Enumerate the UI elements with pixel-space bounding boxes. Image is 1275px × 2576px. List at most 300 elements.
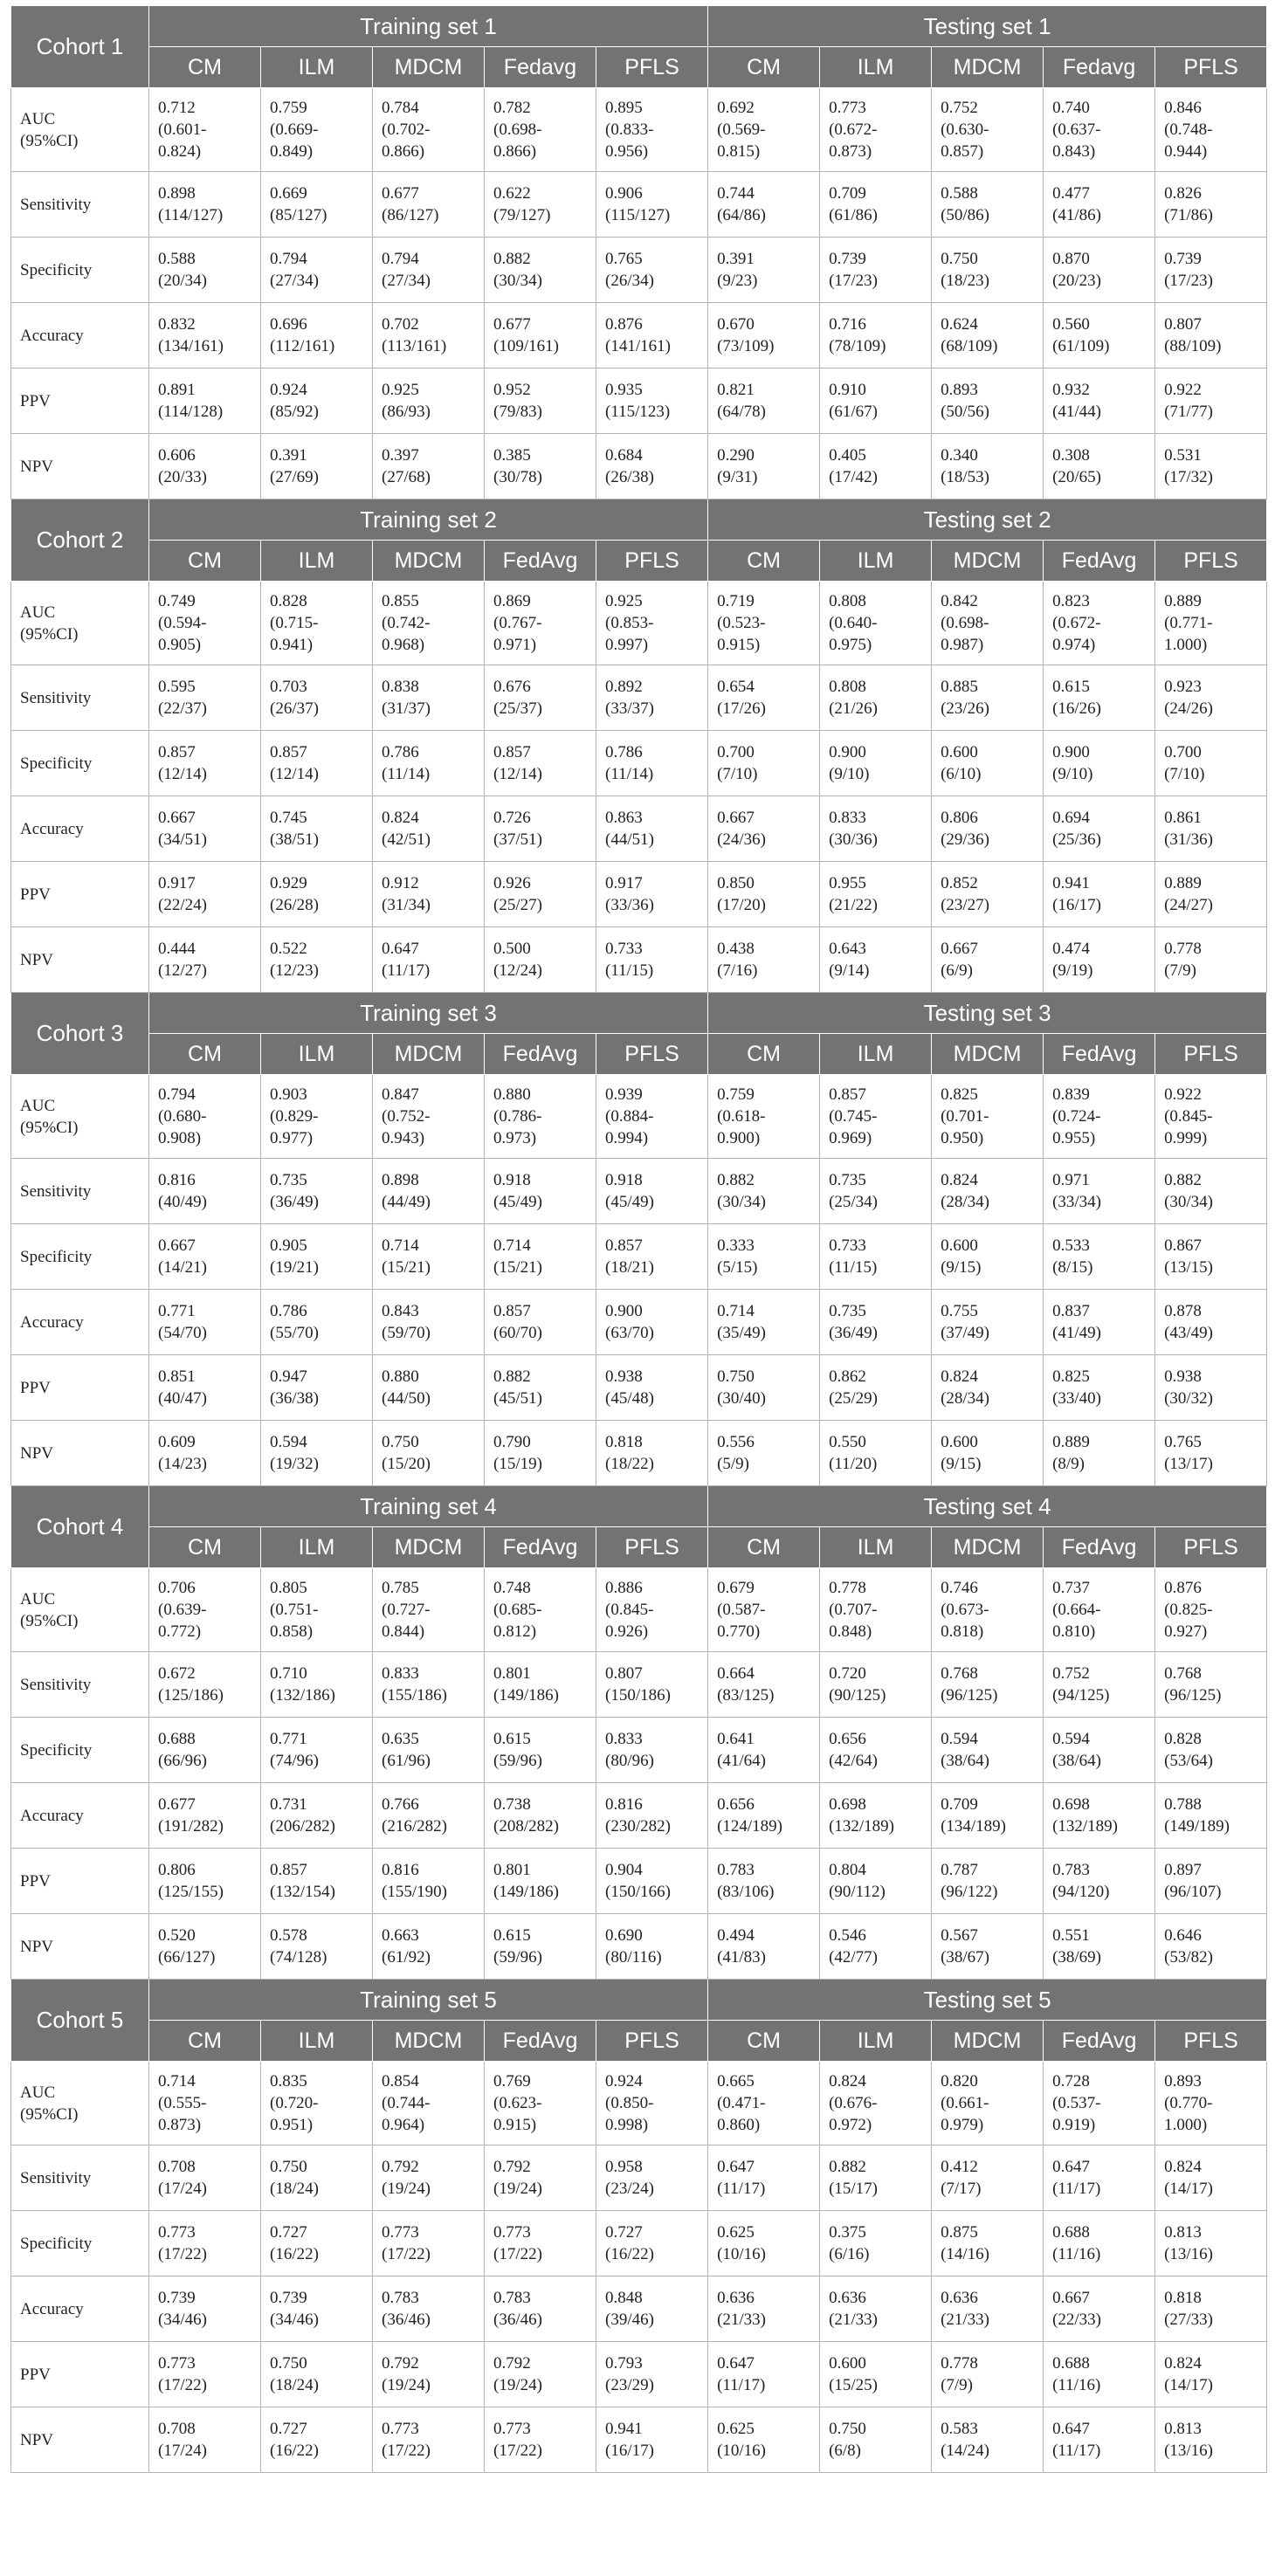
value-line: (0.771- — [1164, 614, 1213, 632]
testing-metric-value — [1044, 1421, 1155, 1486]
value-line: 0.778 — [1164, 940, 1202, 958]
testing-metric-value — [932, 1718, 1044, 1783]
value-line: (125/186) — [158, 1686, 224, 1705]
value-line: 0.908) — [158, 1129, 202, 1147]
value-line: 0.615 — [493, 1926, 531, 1945]
training-metric-value — [261, 1290, 373, 1355]
testing-metric-value — [1155, 1568, 1267, 1652]
value-line: 0.397 — [382, 446, 419, 465]
value-line: (80/96) — [605, 1752, 654, 1770]
value-line: 0.956) — [605, 142, 649, 161]
value-line: (34/46) — [270, 2311, 319, 2329]
metric-label-line: (95%CI) — [20, 1118, 79, 1137]
cohort-header-row — [11, 993, 1267, 1034]
training-metric-value — [596, 1355, 708, 1421]
value-line: 0.737 — [1052, 1579, 1090, 1597]
testing-metric-value — [1155, 2276, 1267, 2342]
metric-label-line: NPV — [20, 2430, 54, 2449]
value-line: 0.998) — [605, 2116, 649, 2134]
value-line: 0.766 — [382, 1795, 419, 1814]
value-line: 0.873) — [829, 142, 872, 161]
training-metric-value — [485, 1849, 596, 1914]
value-line: (0.720- — [270, 2094, 319, 2112]
value-line: 0.669 — [270, 184, 307, 203]
metric-label — [11, 238, 149, 303]
value-line: (23/26) — [941, 699, 989, 718]
value-line: (0.537- — [1052, 2094, 1101, 2112]
value-line: 0.647 — [1052, 2420, 1090, 2438]
training-metric-value — [261, 1224, 373, 1290]
value-line: 0.882 — [717, 1171, 755, 1189]
value-line: (7/9) — [1164, 961, 1196, 980]
training-metric-value — [596, 2276, 708, 2342]
value-line: (132/189) — [1052, 1817, 1118, 1836]
training-metric-value — [149, 1421, 261, 1486]
testing-metric-value — [708, 303, 820, 368]
testing-metric-value — [1155, 434, 1267, 499]
training-metric-value — [373, 927, 485, 993]
metric-label-line: Accuracy — [20, 819, 84, 838]
testing-metric-value — [1155, 1290, 1267, 1355]
value-line: 0.739 — [270, 2289, 307, 2307]
value-line: (17/22) — [382, 2442, 431, 2460]
training-metric-value — [261, 2062, 373, 2146]
value-line: 0.708 — [158, 2420, 196, 2438]
testing-metric-value — [932, 862, 1044, 927]
testing-model-header: Fedavg — [1044, 47, 1155, 88]
value-line: (13/16) — [1164, 2245, 1213, 2263]
value-line: 0.739 — [829, 250, 866, 268]
value-line: 0.905 — [270, 1236, 307, 1255]
testing-model-header: MDCM — [932, 541, 1044, 582]
value-line: (0.680- — [158, 1107, 207, 1126]
value-line: 0.667 — [158, 1236, 196, 1255]
training-metric-value — [149, 2342, 261, 2407]
value-line: (11/15) — [605, 961, 654, 980]
metric-label-line: Accuracy — [20, 2299, 84, 2318]
value-line: (18/24) — [270, 2180, 319, 2198]
value-line: (20/34) — [158, 272, 207, 290]
training-metric-value — [373, 434, 485, 499]
value-line: 0.709 — [829, 184, 866, 203]
value-line: (8/9) — [1052, 1455, 1085, 1473]
training-metric-value — [373, 2342, 485, 2407]
value-line: 0.667 — [717, 809, 755, 827]
value-line: (30/32) — [1164, 1389, 1213, 1408]
metric-label-line: NPV — [20, 457, 54, 476]
results-table — [10, 5, 1267, 2473]
training-metric-value — [261, 1159, 373, 1224]
testing-metric-value — [1044, 238, 1155, 303]
testing-metric-value — [708, 665, 820, 731]
value-line: (7/17) — [941, 2180, 982, 2198]
value-line: (26/28) — [270, 896, 319, 914]
metric-label-line: PPV — [20, 1871, 51, 1891]
value-line: (0.707- — [829, 1601, 878, 1619]
metric-label — [11, 1421, 149, 1486]
cohort-header-row — [11, 499, 1267, 541]
value-line: 0.876 — [605, 315, 643, 334]
testing-metric-value — [932, 2146, 1044, 2211]
training-metric-value — [596, 665, 708, 731]
metric-label-line: (95%CI) — [20, 131, 79, 150]
training-metric-value — [596, 368, 708, 434]
training-metric-value — [149, 434, 261, 499]
value-line: (124/189) — [717, 1817, 782, 1836]
value-line: 0.971) — [493, 636, 537, 654]
value-line: 0.971 — [1052, 1171, 1090, 1189]
value-line: 0.676 — [493, 678, 531, 696]
value-line: (30/34) — [1164, 1193, 1213, 1211]
value-line: (0.884- — [605, 1107, 654, 1126]
value-line: 0.904 — [605, 1861, 643, 1879]
value-line: 0.857 — [158, 743, 196, 761]
value-line: 0.820 — [941, 2072, 978, 2090]
value-line: (12/24) — [493, 961, 542, 980]
testing-model-header: MDCM — [932, 2021, 1044, 2062]
testing-metric-value — [820, 238, 932, 303]
metric-row-auc — [11, 2062, 1267, 2146]
value-line: (59/96) — [493, 1752, 542, 1770]
training-metric-value — [149, 1914, 261, 1980]
training-metric-value — [261, 1718, 373, 1783]
value-line: 0.806 — [941, 809, 978, 827]
value-line: 0.857 — [493, 743, 531, 761]
value-line: (33/36) — [605, 896, 654, 914]
value-line: 0.688 — [158, 1730, 196, 1748]
training-model-header: ILM — [261, 47, 373, 88]
testing-metric-value — [820, 2146, 932, 2211]
training-metric-value — [596, 862, 708, 927]
training-metric-value — [373, 88, 485, 172]
value-line: 0.750 — [941, 250, 978, 268]
metric-row-accuracy — [11, 2276, 1267, 2342]
metric-row-accuracy — [11, 1290, 1267, 1355]
value-line: (11/17) — [1052, 2180, 1101, 2198]
value-line: (17/23) — [1164, 272, 1213, 290]
value-line: (10/16) — [717, 2442, 766, 2460]
value-line: 0.810) — [1052, 1622, 1096, 1641]
value-line: (37/49) — [941, 1324, 989, 1342]
training-metric-value — [596, 1914, 708, 1980]
metric-row-ppv — [11, 368, 1267, 434]
training-metric-value — [596, 2342, 708, 2407]
value-line: (12/14) — [158, 765, 207, 783]
testing-metric-value — [1044, 1355, 1155, 1421]
value-line: 0.972) — [829, 2116, 872, 2134]
testing-metric-value — [1155, 2146, 1267, 2211]
metric-row-ppv — [11, 1849, 1267, 1914]
metric-row-accuracy — [11, 303, 1267, 368]
value-line: (29/36) — [941, 830, 989, 849]
metric-label-line: PPV — [20, 391, 51, 410]
testing-metric-value — [708, 238, 820, 303]
value-line: 0.647 — [717, 2158, 755, 2176]
value-line: (17/23) — [829, 272, 878, 290]
training-metric-value — [261, 88, 373, 172]
testing-model-header: CM — [708, 1034, 820, 1075]
value-line: 0.893 — [1164, 2072, 1202, 2090]
value-line: (6/16) — [829, 2245, 870, 2263]
value-line: 0.333 — [717, 1236, 755, 1255]
training-metric-value — [596, 1075, 708, 1159]
training-metric-value — [596, 2146, 708, 2211]
value-line: 0.813 — [1164, 2223, 1202, 2242]
training-metric-value — [485, 1914, 596, 1980]
testing-metric-value — [932, 1652, 1044, 1718]
value-line: (30/78) — [493, 468, 542, 486]
testing-metric-value — [820, 1290, 932, 1355]
value-line: 0.815) — [717, 142, 761, 161]
value-line: 0.910 — [829, 381, 866, 399]
metric-label-line: AUC — [20, 109, 56, 128]
metric-row-accuracy — [11, 796, 1267, 862]
value-line: 0.912 — [382, 874, 419, 892]
value-line: 0.905) — [158, 636, 202, 654]
metric-label — [11, 1355, 149, 1421]
training-metric-value — [373, 1159, 485, 1224]
training-metric-value — [149, 88, 261, 172]
value-line: (41/86) — [1052, 206, 1101, 224]
value-line: (149/186) — [493, 1883, 559, 1901]
value-line: 0.947 — [270, 1367, 307, 1386]
value-line: (17/24) — [158, 2442, 207, 2460]
value-line: (115/123) — [605, 403, 671, 421]
value-line: (26/37) — [270, 699, 319, 718]
value-line: (9/23) — [717, 272, 758, 290]
value-line: (17/42) — [829, 468, 878, 486]
metric-row-npv — [11, 2407, 1267, 2473]
value-line: 0.670 — [717, 315, 755, 334]
value-line: (94/120) — [1052, 1883, 1110, 1901]
training-metric-value — [596, 582, 708, 665]
value-line: (19/32) — [270, 1455, 319, 1473]
training-metric-value — [485, 368, 596, 434]
metric-row-specificity — [11, 1224, 1267, 1290]
value-line: (30/34) — [717, 1193, 766, 1211]
value-line: (114/128) — [158, 403, 224, 421]
testing-metric-value — [1044, 1159, 1155, 1224]
value-line: 0.744 — [717, 184, 755, 203]
value-line: (36/46) — [382, 2311, 431, 2329]
value-line: (55/70) — [270, 1324, 319, 1342]
value-line: 0.918 — [493, 1171, 531, 1189]
value-line: (25/27) — [493, 896, 542, 914]
value-line: 0.850 — [717, 874, 755, 892]
value-line: 0.787 — [941, 1861, 978, 1879]
value-line: (18/53) — [941, 468, 989, 486]
value-line: 0.698 — [1052, 1795, 1090, 1814]
value-line: (0.715- — [270, 614, 319, 632]
value-line: (0.845- — [1164, 1107, 1213, 1126]
value-line: 0.474 — [1052, 940, 1090, 958]
testing-model-header: MDCM — [932, 1527, 1044, 1568]
value-line: (114/127) — [158, 206, 224, 224]
training-metric-value — [149, 731, 261, 796]
testing-metric-value — [1155, 1718, 1267, 1783]
training-metric-value — [149, 796, 261, 862]
value-line: 0.703 — [270, 678, 307, 696]
testing-metric-value — [820, 303, 932, 368]
value-line: 0.861 — [1164, 809, 1202, 827]
value-line: (18/23) — [941, 272, 989, 290]
value-line: 0.702 — [382, 315, 419, 334]
testing-metric-value — [820, 2062, 932, 2146]
value-line: (45/49) — [605, 1193, 654, 1211]
value-line: (17/22) — [158, 2376, 207, 2394]
value-line: (0.727- — [382, 1601, 431, 1619]
value-line: (16/17) — [1052, 896, 1101, 914]
testing-metric-value — [1155, 303, 1267, 368]
value-line: (19/24) — [382, 2376, 431, 2394]
value-line: 0.816 — [605, 1795, 643, 1814]
training-metric-value — [485, 1421, 596, 1486]
metric-label — [11, 172, 149, 238]
testing-metric-value — [708, 796, 820, 862]
value-line: 0.750 — [270, 2158, 307, 2176]
value-line: (44/51) — [605, 830, 654, 849]
value-line: 0.886 — [605, 1579, 643, 1597]
metric-label-line: Sensitivity — [20, 195, 92, 214]
value-line: 0.665 — [717, 2072, 755, 2090]
cohort-name: Cohort 5 — [11, 1980, 149, 2062]
value-line: (12/14) — [270, 765, 319, 783]
value-line: (45/48) — [605, 1389, 654, 1408]
value-line: 0.792 — [493, 2158, 531, 2176]
testing-metric-value — [820, 1159, 932, 1224]
value-line: 0.643 — [829, 940, 866, 958]
testing-metric-value — [1044, 2146, 1155, 2211]
value-line: 0.885 — [941, 678, 978, 696]
value-line: (40/47) — [158, 1389, 207, 1408]
value-line: (0.661- — [941, 2094, 989, 2112]
value-line: 0.919) — [1052, 2116, 1096, 2134]
value-line: 0.863 — [605, 809, 643, 827]
testing-metric-value — [1155, 1849, 1267, 1914]
metric-row-sensitivity — [11, 172, 1267, 238]
value-line: 0.917 — [158, 874, 196, 892]
testing-metric-value — [932, 796, 1044, 862]
cohort-header-row — [11, 1486, 1267, 1527]
metric-label — [11, 1914, 149, 1980]
testing-metric-value — [932, 1290, 1044, 1355]
training-metric-value — [149, 1224, 261, 1290]
testing-metric-value — [820, 582, 932, 665]
training-metric-value — [373, 1783, 485, 1849]
training-metric-value — [261, 2342, 373, 2407]
training-metric-value — [485, 582, 596, 665]
metric-row-npv — [11, 927, 1267, 993]
value-line: (61/92) — [382, 1948, 431, 1966]
value-line: (14/16) — [941, 2245, 989, 2263]
value-line: (149/189) — [1164, 1817, 1230, 1836]
value-line: (9/19) — [1052, 961, 1093, 980]
value-line: (14/17) — [1164, 2180, 1213, 2198]
value-line: 0.783 — [1052, 1861, 1090, 1879]
value-line: 0.727 — [605, 2223, 643, 2242]
metric-label — [11, 1075, 149, 1159]
value-line: 0.768 — [941, 1664, 978, 1683]
value-line: (9/31) — [717, 468, 758, 486]
value-line: (16/22) — [605, 2245, 654, 2263]
testing-metric-value — [1155, 1914, 1267, 1980]
value-line: (13/17) — [1164, 1455, 1213, 1473]
value-line: 1.000) — [1164, 636, 1208, 654]
value-line: 0.818 — [1164, 2289, 1202, 2307]
value-line: 0.941 — [1052, 874, 1090, 892]
value-line: (19/24) — [493, 2376, 542, 2394]
value-line: 0.667 — [941, 940, 978, 958]
value-line: 0.922 — [1164, 1085, 1202, 1104]
value-line: 0.882 — [493, 250, 531, 268]
metric-label — [11, 2276, 149, 2342]
metric-label-line: Sensitivity — [20, 1675, 92, 1694]
value-line: 0.939 — [605, 1085, 643, 1104]
testing-model-header: PFLS — [1155, 541, 1267, 582]
value-line: 0.893 — [941, 381, 978, 399]
testing-metric-value — [1044, 582, 1155, 665]
value-line: (27/34) — [382, 272, 431, 290]
testing-model-header: ILM — [820, 1527, 932, 1568]
value-line: 0.546 — [829, 1926, 866, 1945]
training-model-header: ILM — [261, 2021, 373, 2062]
training-model-header: MDCM — [373, 2021, 485, 2062]
value-line: 0.600 — [941, 1236, 978, 1255]
value-line: 0.895 — [605, 99, 643, 117]
value-line: 0.677 — [493, 315, 531, 334]
value-line: 0.847 — [382, 1085, 419, 1104]
value-line: (33/40) — [1052, 1389, 1101, 1408]
metric-label-line: AUC — [20, 1589, 56, 1608]
testing-metric-value — [1155, 582, 1267, 665]
training-metric-value — [261, 1421, 373, 1486]
value-line: 0.700 — [717, 743, 755, 761]
value-line: 0.677 — [158, 1795, 196, 1814]
value-line: (36/46) — [493, 2311, 542, 2329]
testing-set-header: Testing set 5 — [708, 1980, 1267, 2021]
training-model-header: PFLS — [596, 2021, 708, 2062]
value-line: (0.672- — [1052, 614, 1101, 632]
testing-metric-value — [708, 1849, 820, 1914]
testing-metric-value — [820, 1718, 932, 1783]
value-line: (74/96) — [270, 1752, 319, 1770]
value-line: 0.903 — [270, 1085, 307, 1104]
testing-metric-value — [932, 1849, 1044, 1914]
testing-metric-value — [1155, 1421, 1267, 1486]
training-model-header: CM — [149, 2021, 261, 2062]
training-model-header: PFLS — [596, 1034, 708, 1075]
value-line: (79/127) — [493, 206, 551, 224]
training-metric-value — [485, 862, 596, 927]
testing-metric-value — [1155, 88, 1267, 172]
value-line: 0.801 — [493, 1861, 531, 1879]
value-line: 0.749 — [158, 592, 196, 610]
testing-metric-value — [932, 582, 1044, 665]
metric-row-specificity — [11, 238, 1267, 303]
value-line: 0.964) — [382, 2116, 425, 2134]
metric-label — [11, 434, 149, 499]
value-line: 0.520 — [158, 1926, 196, 1945]
value-line: 0.759 — [717, 1085, 755, 1104]
testing-metric-value — [820, 1849, 932, 1914]
testing-metric-value — [708, 1224, 820, 1290]
metric-label-line: Sensitivity — [20, 2168, 92, 2187]
value-line: (0.829- — [270, 1107, 319, 1126]
value-line: (63/70) — [605, 1324, 654, 1342]
metric-row-ppv — [11, 862, 1267, 927]
value-line: 0.857 — [829, 1085, 866, 1104]
value-line: (19/24) — [493, 2180, 542, 2198]
